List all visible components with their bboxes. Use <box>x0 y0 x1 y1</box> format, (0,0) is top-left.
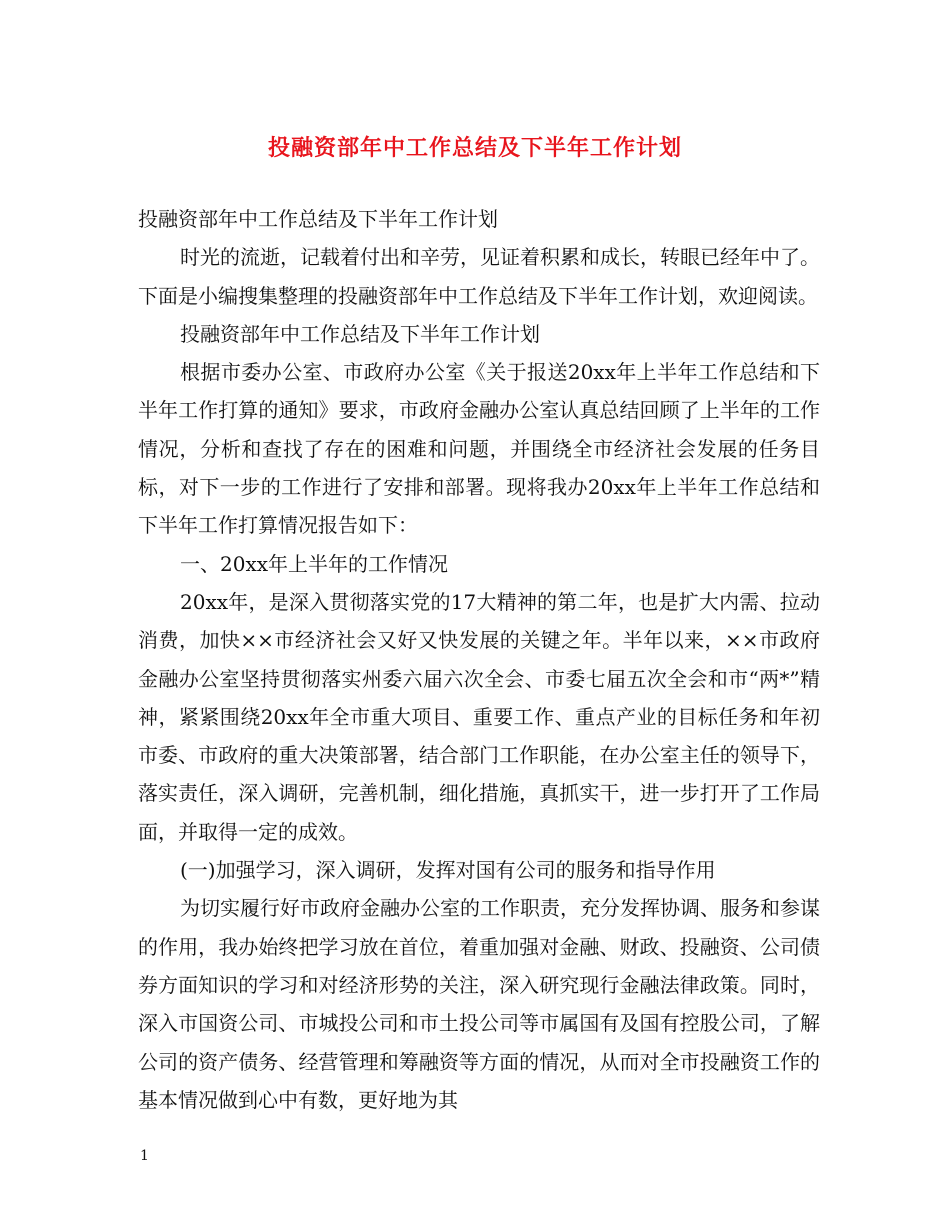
paragraph-body: 根据市委办公室、市政府办公室《关于报送20xx年上半年工作总结和下半年工作打算的通知》要求，市政府金融办公室认真总结回顾了上半年的工作情况，分析和查找了存在的困难和问题，并围绕全市经济社会发展的任务目标，对下一步的工作进行了安排和部署。现将我办20xx年上半年工作总结和下半年工作打算情况报告如下： <box>138 360 820 538</box>
paragraph-intro: 时光的流逝，记载着付出和辛劳，见证着积累和成长，转眼已经年中了。下面是小编搜集整理的投融资部年中工作总结及下半年工作计划，欢迎阅读。 <box>138 245 820 308</box>
paragraph-subtitle: 投融资部年中工作总结及下半年工作计划 <box>138 207 498 231</box>
paragraph-heading: 投融资部年中工作总结及下半年工作计划 <box>180 321 540 346</box>
document-body <box>138 200 820 1119</box>
page-number: 1 <box>140 1148 149 1164</box>
subsection-heading: (一)加强学习，深入调研，发挥对国有公司的服务和指导作用 <box>180 858 716 883</box>
paragraph-body: 为切实履行好市政府金融办公室的工作职责，充分发挥协调、服务和参谋的作用，我办始终把学习放在首位，着重加强对金融、财政、投融资、公司债券方面知识的学习和对经济形势的关注，深入研究现行金融法律政策。同时，深入市国资公司、市城投公司和市土投公司等市属国有及国有控股公司，了解公司的资产债务、经营管理和筹融资等方面的情况，从而对全市投融资工作的基本情况做到心中有数，更好地为其 <box>138 896 820 1112</box>
paragraph-body: 20xx年，是深入贯彻落实党的17大精神的第二年，也是扩大内需、拉动消费，加快××市经济社会又好又快发展的关键之年。半年以来，××市政府金融办公室坚持贯彻落实州委六届六次全会、市委七届五次全会和市“两*”精神，紧紧围绕20xx年全市重大项目、重要工作、重点产业的目标任务和年初市委、市政府的重大决策部署，结合部门工作职能，在办公室主任的领导下，落实责任，深入调研，完善机制，细化措施，真抓实干，进一步打开了工作局面，并取得一定的成效。 <box>138 589 820 844</box>
section-heading: 一、20xx年上半年的工作情况 <box>180 551 449 576</box>
document-title: 投融资部年中工作总结及下半年工作计划 <box>267 135 682 161</box>
